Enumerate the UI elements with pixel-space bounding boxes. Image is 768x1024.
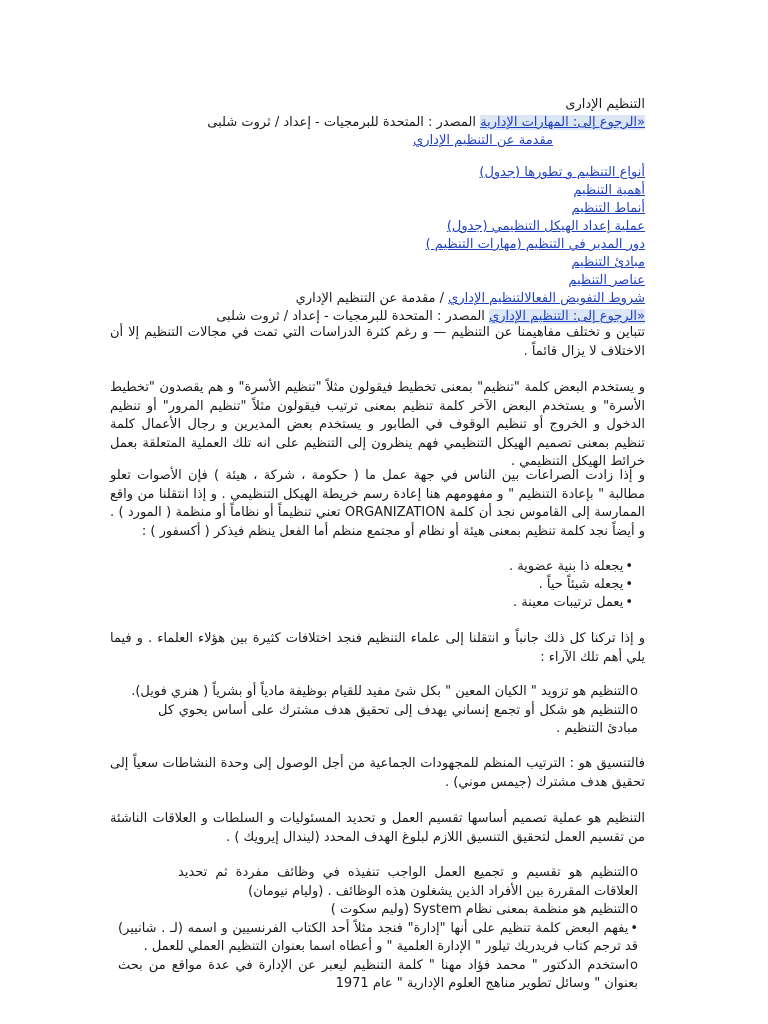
list-item: o التنظيم هو تقسيم و تجميع العمل الواجب تنفيذه في وظائف مفردة ثم تحديد العلاقات المقررة بين الأفراد الذين يشغلون هذه الوظائف . (وليام نيومان) [118, 864, 638, 901]
list-item: o استخدم الدكتور " محمد فؤاد مهنا " كلمة التنظيم ليعبر عن الإدارة في عدة مواقع من بحث بعنوان " وسائل تطوير مناهج العلوم الإدارية " عام 1971 [118, 957, 638, 994]
footer-source: المصدر : المتحدة للبرمجيات - إعداد / ثروت شلبى [216, 309, 485, 324]
toc-link-delegation[interactable]: شروط التفويض الفعالالتنظيم الإداري [448, 291, 645, 306]
list-item: • يجعله شيئاً حياً . [110, 576, 633, 594]
toc-link-importance[interactable]: أهمية التنظيم [573, 183, 645, 198]
toc-last-suffix: / مقدمة عن التنظيم الإداري [295, 291, 449, 306]
intro-link[interactable]: مقدمة عن التنظيم الإداري [413, 133, 553, 148]
list-definitions-1 [110, 558, 645, 612]
paragraph-2: و يستخدم البعض كلمة "تنظيم" بمعنى تخطيط فيقولون مثلاً "تنظيم الأسرة" و هم يقصدون "تخطيط الأسرة" و يستخدم البعض الآخر كلمة تنظيم بمعنى ترتيب فيقولون مثلاً "تنظيم المرور" أو تنظيم الدخول و الخروج أو تنظيم الوقوف في الطابور و يستخدم بعض المديرين و رجال الأعمال كلمة تنظيم بمعنى تصميم الهيكل التنظيمي فهم ينظرون إلى التنظيم على انه تلك العملية المتعلقة بعمل خرائط الهيكل التنظيمي . [110, 380, 645, 469]
breadcrumb [110, 114, 645, 132]
list-item: o التنظيم هو منظمة بمعنى نظام System (وليم سكوت ) [118, 901, 638, 920]
toc-list [110, 164, 645, 326]
list-definitions-2 [118, 683, 638, 739]
list-item: • يجعله ذا بنية عضوية . [110, 558, 633, 576]
paragraph-1: تتباين و تختلف مفاهيمنا عن التنظيم — و رغم كثرة الدراسات التي تمت في مجالات التنظيم إلا أن الاختلاف لا يزال قائماً . [110, 325, 645, 359]
paragraph-4: و إذا تركنا كل ذلك جانباً و انتقلنا إلى علماء التنظيم فنجد اختلافات كثيرة بين هؤلاء العلماء . و فيما يلي أهم تلك الآراء : [110, 631, 645, 665]
page-title: التنظيم الإدارى [565, 97, 645, 112]
toc-link-principles[interactable]: مبادئ التنظيم [571, 255, 645, 270]
list-definitions-3 [118, 864, 638, 994]
back-link-management-skills[interactable]: «الرجوع إلى: المهارات الإدارية [480, 115, 645, 130]
toc-link-manager-role[interactable]: دور المدير في التنظيم (مهارات التنظيم ) [425, 237, 645, 252]
toc-link-structure-process[interactable]: عملية إعداد الهيكل التنظيمي (جدول) [446, 219, 645, 234]
paragraph-6: التنظيم هو عملية تصميم أساسها تقسيم العمل و تحديد المسئوليات و السلطات و العلاقات الناشئة من تقسيم العمل لتحقيق التنسيق اللازم لبلوغ الهدف المحدد (ليندال إيرويك ) . [110, 811, 645, 845]
paragraph-3: و إذا زادت الصراعات بين الناس في جهة عمل ما ( حكومة ، شركة ، هيئة ) فإن الأصوات تعلو مطالبة " بإعادة التنظيم " و مفهومهم هنا إعادة رسم خريطة الهيكل التنظيمي . و إذا انتقلنا من واقع الممارسة إلى القاموس نجد أن كلمة ORGANIZATION تعني تنظيماً أو نظاماً أو منظمة ( المورد ) . و أيضاً نجد كلمة تنظيم بمعنى هيئة أو نظام أو مجتمع منظم أما الفعل ينظم فيذكر ( أكسفور ) : [110, 468, 645, 539]
toc-link-elements[interactable]: عناصر التنظيم [568, 273, 645, 288]
back-link-admin-org[interactable]: «الرجوع إلى: التنظيم الإداري [489, 309, 645, 324]
list-item: • يفهم البعض كلمة تنظيم على أنها "إدارة" فنجد مثلاً أحد الكتاب الفرنسيين و اسمه (لـ . شانيير) قد ترجم كتاب فريدريك تيلور " الإدارة العلمية " و أعطاه اسما بعنوان التنظيم العملي للعمل . [118, 920, 638, 957]
header-block [110, 96, 645, 326]
list-item: o التنظيم هو شكل أو تجمع إنساني يهدف إلى تحقيق هدف مشترك على أساس يحوي كل مبادئ التنظيم . [118, 702, 638, 739]
toc-link-patterns[interactable]: أنماط التنظيم [571, 201, 645, 216]
list-item: o التنظيم هو تزويد " الكيان المعين " بكل شئ مفيد للقيام بوظيفة مادياً أو بشرياً ( هنري فويل). [118, 683, 638, 702]
source-line: المصدر : المتحدة للبرمجيات - إعداد / ثروت شلبى [207, 115, 476, 130]
intro-row [110, 132, 645, 150]
paragraph-5: فالتنسيق هو : الترتيب المنظم للمجهودات الجماعية من أجل الوصول إلى وحدة النشاطات سعياً إلى تحقيق هدف مشترك (جيمس موني) . [110, 756, 645, 790]
toc-link-types[interactable]: أنواع التنظيم و تطورها (جدول) [479, 165, 645, 180]
list-item: • يعمل ترتيبات معينة . [110, 594, 633, 612]
